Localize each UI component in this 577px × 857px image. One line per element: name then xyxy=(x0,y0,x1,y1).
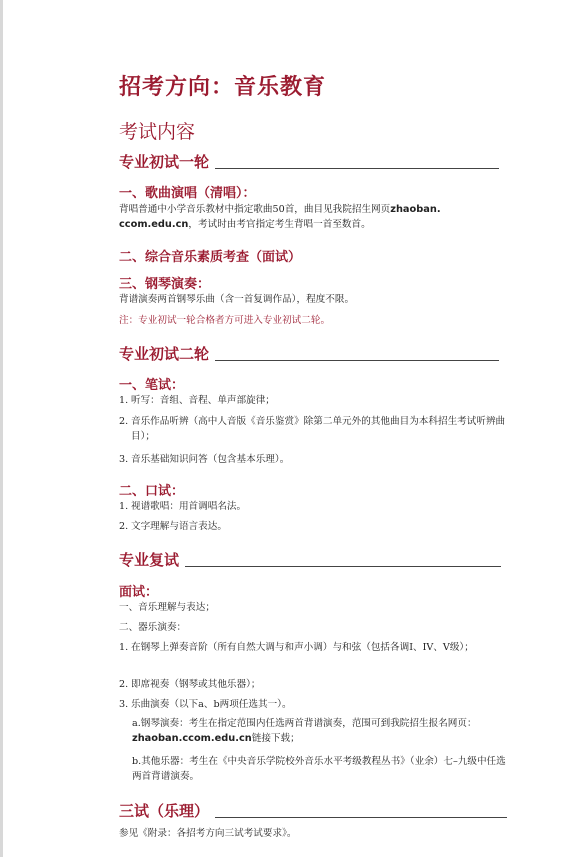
list-item xyxy=(119,414,514,444)
round3-text: 参见《附录：各招考方向三试考试要求》。 xyxy=(119,828,297,839)
round3-heading xyxy=(119,800,507,821)
round3-heading-text: 三试（乐理） xyxy=(119,802,210,820)
heading-rule xyxy=(215,168,499,169)
song-url-a: zhaoban. xyxy=(390,204,441,215)
song-url-b: ccom.edu.cn xyxy=(119,219,189,230)
song-text-b: ，考试时由考官指定考生背唱一首至数首。 xyxy=(188,219,371,230)
sub-a-tail: 链接下载； xyxy=(251,733,300,744)
item-text: 在钢琴上弹奏音阶（所有自然大调与和声小调）与和弦（包括各调I、IV、V级）； xyxy=(131,642,474,653)
item-number: 3. xyxy=(119,699,129,710)
round2-heading xyxy=(119,343,499,364)
sub-a-url: zhaoban.ccom.edu.cn xyxy=(132,733,252,744)
list-item xyxy=(119,640,514,655)
item-number: 2. xyxy=(119,521,129,532)
song-text xyxy=(119,202,514,232)
song-heading: 一、歌曲演唱（清唱）： xyxy=(119,186,256,201)
round2-heading-text: 专业初试二轮 xyxy=(119,345,210,363)
item-text: 文字理解与语言表达。 xyxy=(131,521,227,532)
oral-heading: 二、口试： xyxy=(119,484,185,499)
list-item xyxy=(119,452,514,467)
list-item xyxy=(119,519,514,534)
retest-heading-text: 专业复试 xyxy=(119,551,180,569)
item-text: 音乐基础知识问答（包含基本乐理）。 xyxy=(131,454,290,465)
round1-heading xyxy=(119,151,499,172)
item-text: 乐曲演奏（以下a、b两项任选其一）。 xyxy=(131,699,292,710)
heading-rule xyxy=(185,566,501,567)
list-item xyxy=(119,677,514,692)
item-text: 听写：音组、音程、单声部旋律； xyxy=(131,395,275,406)
heading-rule xyxy=(215,360,499,361)
item-number: 2. xyxy=(119,416,129,427)
item-number: 3. xyxy=(119,454,129,465)
page-edge xyxy=(0,0,3,857)
item-number: 1. xyxy=(119,395,129,406)
round1-heading-text: 专业初试一轮 xyxy=(119,153,210,171)
heading-rule xyxy=(215,817,507,818)
song-text-a: 背唱普通中小学音乐教材中指定歌曲50首，曲目见我院招生网页 xyxy=(119,204,391,215)
retest-line-1: 一、音乐理解与表达； xyxy=(119,602,215,613)
piano-heading: 三、钢琴演奏： xyxy=(119,277,211,292)
retest-interview-heading: 面试： xyxy=(119,585,159,600)
interview-heading: 二、综合音乐素质考查（面试） xyxy=(119,250,302,265)
item-text: 音乐作品听辨（高中人音版《音乐鉴赏》除第二单元外的其他曲目为本科招生考试听辨曲目）； xyxy=(131,416,506,442)
list-item xyxy=(119,499,514,514)
list-item xyxy=(119,697,514,712)
sub-item-a xyxy=(132,716,514,746)
page-title: 招考方向：音乐教育 xyxy=(119,75,327,100)
sub-item-b: b.其他乐器：考生在《中央音乐学院校外音乐水平考级教程丛书》（业余）七–九级中任选两首背谱演奏。 xyxy=(132,756,506,782)
item-text: 视谱歌唱：用首调唱名法。 xyxy=(131,501,247,512)
section-subtitle: 考试内容 xyxy=(119,121,196,143)
written-heading: 一、笔试： xyxy=(119,378,185,393)
item-text: 即席视奏（钢琴或其他乐器）； xyxy=(131,679,261,690)
piano-text: 背谱演奏两首钢琴乐曲（含一首复调作品），程度不限。 xyxy=(119,294,355,305)
list-item xyxy=(119,393,514,408)
retest-heading xyxy=(119,549,501,570)
item-number: 1. xyxy=(119,642,129,653)
round1-note: 注：专业初试一轮合格者方可进入专业初试二轮。 xyxy=(119,315,331,326)
item-number: 2. xyxy=(119,679,129,690)
item-number: 1. xyxy=(119,501,129,512)
retest-line-2: 二、器乐演奏： xyxy=(119,622,187,633)
sub-a-text: a.钢琴演奏：考生在指定范围内任选两首背谱演奏，范围可到我院招生报名网页： xyxy=(132,718,477,729)
